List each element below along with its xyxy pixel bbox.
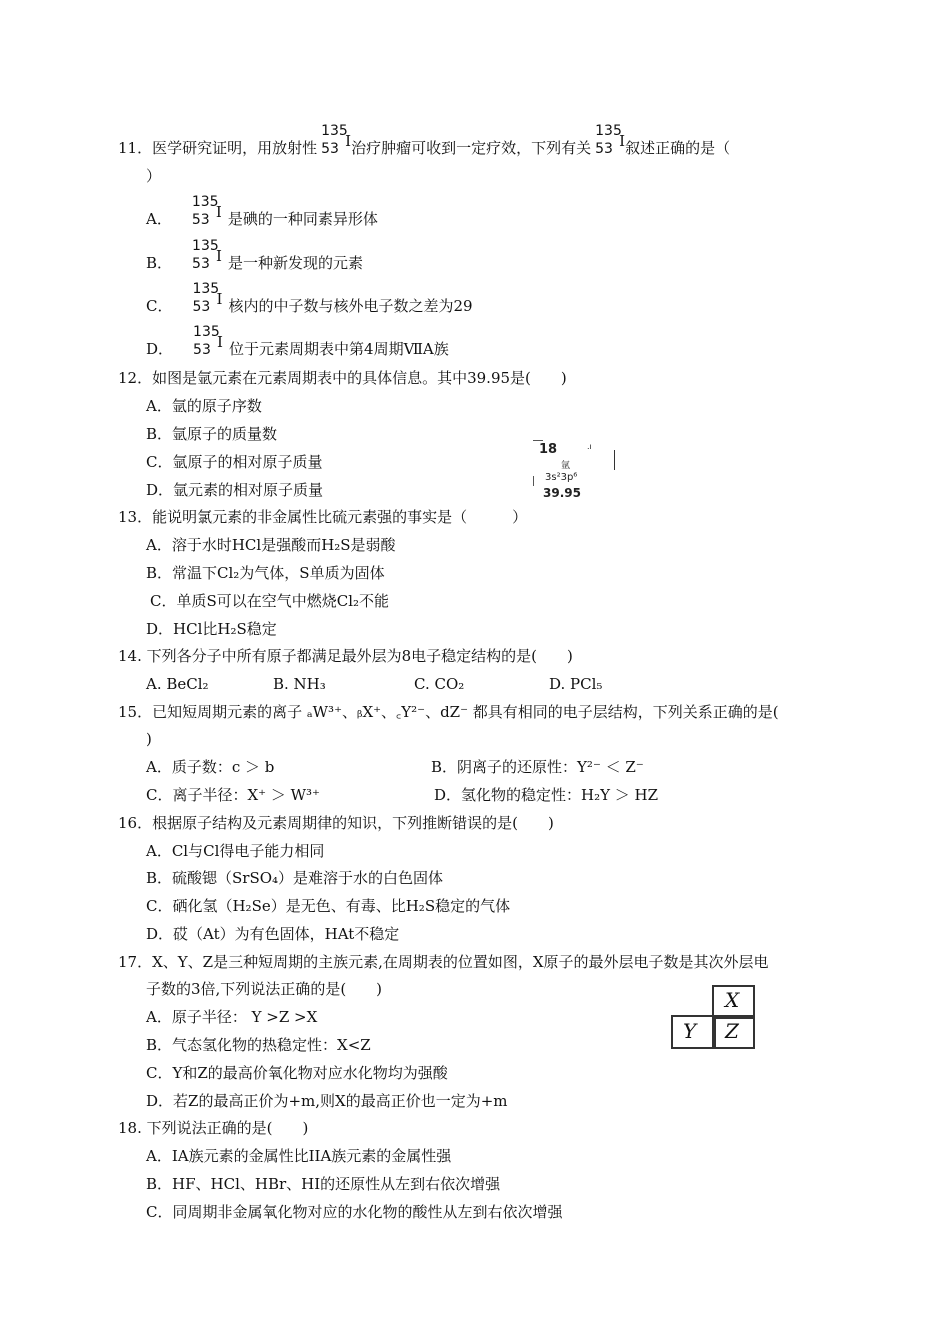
cell-symbol-fragment: .ı [587,442,592,451]
cell-left-border [533,476,534,486]
q12-option-c: C．氩原子的相对原子质量 [146,453,323,471]
grid-label-z: Z [725,1019,739,1043]
q16-option-a: A．Cl与Cl得电子能力相同 [146,842,325,860]
q11-a-nuclide: 135 53 I [191,194,222,228]
q15-option-a: A．质子数：c ＞ b [146,758,275,776]
q12-option-a: A．氩的原子序数 [146,397,262,415]
q15-option-b: B．阴离子的还原性：Y²⁻ ＜ Z⁻ [431,758,644,776]
q11-option-d: D． 135 53 I 位于元素周期表中第4周期ⅦA族 [146,332,449,362]
q15-option-c: C．离子半径：X⁺ ＞ W³⁺ [146,786,320,804]
q15-option-d: D．氢化物的稳定性：H₂Y ＞ HZ [434,786,659,804]
q14-stem: 14. 下列各分子中所有原子都满足最外层为8电子稳定结构的是( ) [118,647,573,665]
q15-stem: 15．已知短周期元素的离子 ₐW³⁺、ᵦX⁺、꜀Y²⁻、dZ⁻ 都具有相同的电子层结构，下列关系正确的是( [118,703,779,721]
q11-option-c: C． 135 53 I 核内的中子数与核外电子数之差为29 [146,289,473,319]
argon-element-cell [533,438,617,504]
q17-option-a: A．原子半径： Y >Z >X [146,1008,318,1026]
q14-option-b: B. NH₃ [273,675,326,693]
q11-nuclide-1: 135 53 I [321,123,352,157]
q11-nuclide-2: 135 53 I [595,123,626,157]
q11-option-b: B． 135 53 I 是一种新发现的元素 [146,246,363,276]
q16-stem: 16．根据原子结构及元素周期律的知识，下列推断错误的是( ) [118,814,554,832]
q11-d-nuclide: 135 53 I [193,324,223,358]
cell-atomic-mass: 39.95 [543,486,581,500]
q15-stem-close: ) [146,730,152,748]
q11-stem [118,123,731,161]
q14-option-d: D. PCl₅ [549,675,603,693]
q13-option-a: A．溶于水时HCl是强酸而H₂S是弱酸 [146,536,396,554]
cell-element-name: 氩 [561,461,571,471]
q14-option-c: C. CO₂ [414,675,465,693]
q17-stem-line2: 子数的3倍,下列说法正确的是( ) [146,980,383,998]
q12-stem: 12．如图是氩元素在元素周期表中的具体信息。其中39.95是( ) [118,369,567,387]
q18-option-a: A．IA族元素的金属性比IIA族元素的金属性强 [146,1147,452,1165]
cell-electron-config: 3s²3p⁶ [545,472,578,483]
q13-option-b: B．常温下Cl₂为气体，S单质为固体 [146,564,385,582]
q18-option-c: C．同周期非金属氧化物对应的水化物的酸性从左到右依次增强 [146,1203,563,1221]
q11-text-1: 医学研究证明，用放射性 [152,139,318,157]
q12-option-d: D．氩元素的相对原子质量 [146,481,324,499]
q14-option-a: A. BeCl₂ [146,675,209,693]
q11-number: 11． [118,139,153,157]
grid-label-x: X [725,988,740,1012]
cell-corner-mark [533,440,543,441]
q18-stem: 18. 下列说法正确的是( ) [118,1119,309,1137]
q17-option-b: B．气态氢化物的热稳定性：X<Z [146,1036,371,1054]
cell-atomic-number: 18 [539,442,558,457]
q16-option-b: B．硫酸锶（SrSO₄）是难溶于水的白色固体 [146,869,444,887]
q17-option-c: C．Y和Z的最高价氧化物对应水化物均为强酸 [146,1064,448,1082]
cell-right-border [614,450,615,470]
q12-option-b: B．氩原子的质量数 [146,425,278,443]
q11-option-a: A． 135 53 I 是碘的一种同素异形体 [146,202,378,232]
grid-label-y: Y [683,1019,697,1043]
q13-stem: 13．能说明氯元素的非金属性比硫元素强的事实是（ ） [118,508,528,526]
q11-c-nuclide: 135 53 I [192,281,223,315]
periodic-position-grid [671,985,755,1051]
q13-option-d: D．HCl比H₂S稳定 [146,620,277,638]
q11-stem-close: ） [146,167,162,185]
q16-option-d: D．砹（At）为有色固体，HAt不稳定 [146,925,400,943]
q17-stem: 17．X、Y、Z是三种短周期的主族元素,在周期表的位置如图，X原子的最外层电子数是其次外层电 [118,953,769,971]
q11-text-2: 治疗肿瘤可收到一定疗效，下列有关 [351,139,592,157]
q11-b-nuclide: 135 53 I [192,238,222,272]
q18-option-b: B．HF、HCl、HBr、HI的还原性从左到右依次增强 [146,1175,501,1193]
q13-option-c: C．单质S可以在空气中燃烧Cl₂不能 [150,592,390,610]
q11-text-3: 叙述正确的是（ [625,139,731,157]
q17-option-d: D．若Z的最高正价为+m,则X的最高正价也一定为+m [146,1092,508,1110]
q16-option-c: C．硒化氢（H₂Se）是无色、有毒、比H₂S稳定的气体 [146,897,511,915]
